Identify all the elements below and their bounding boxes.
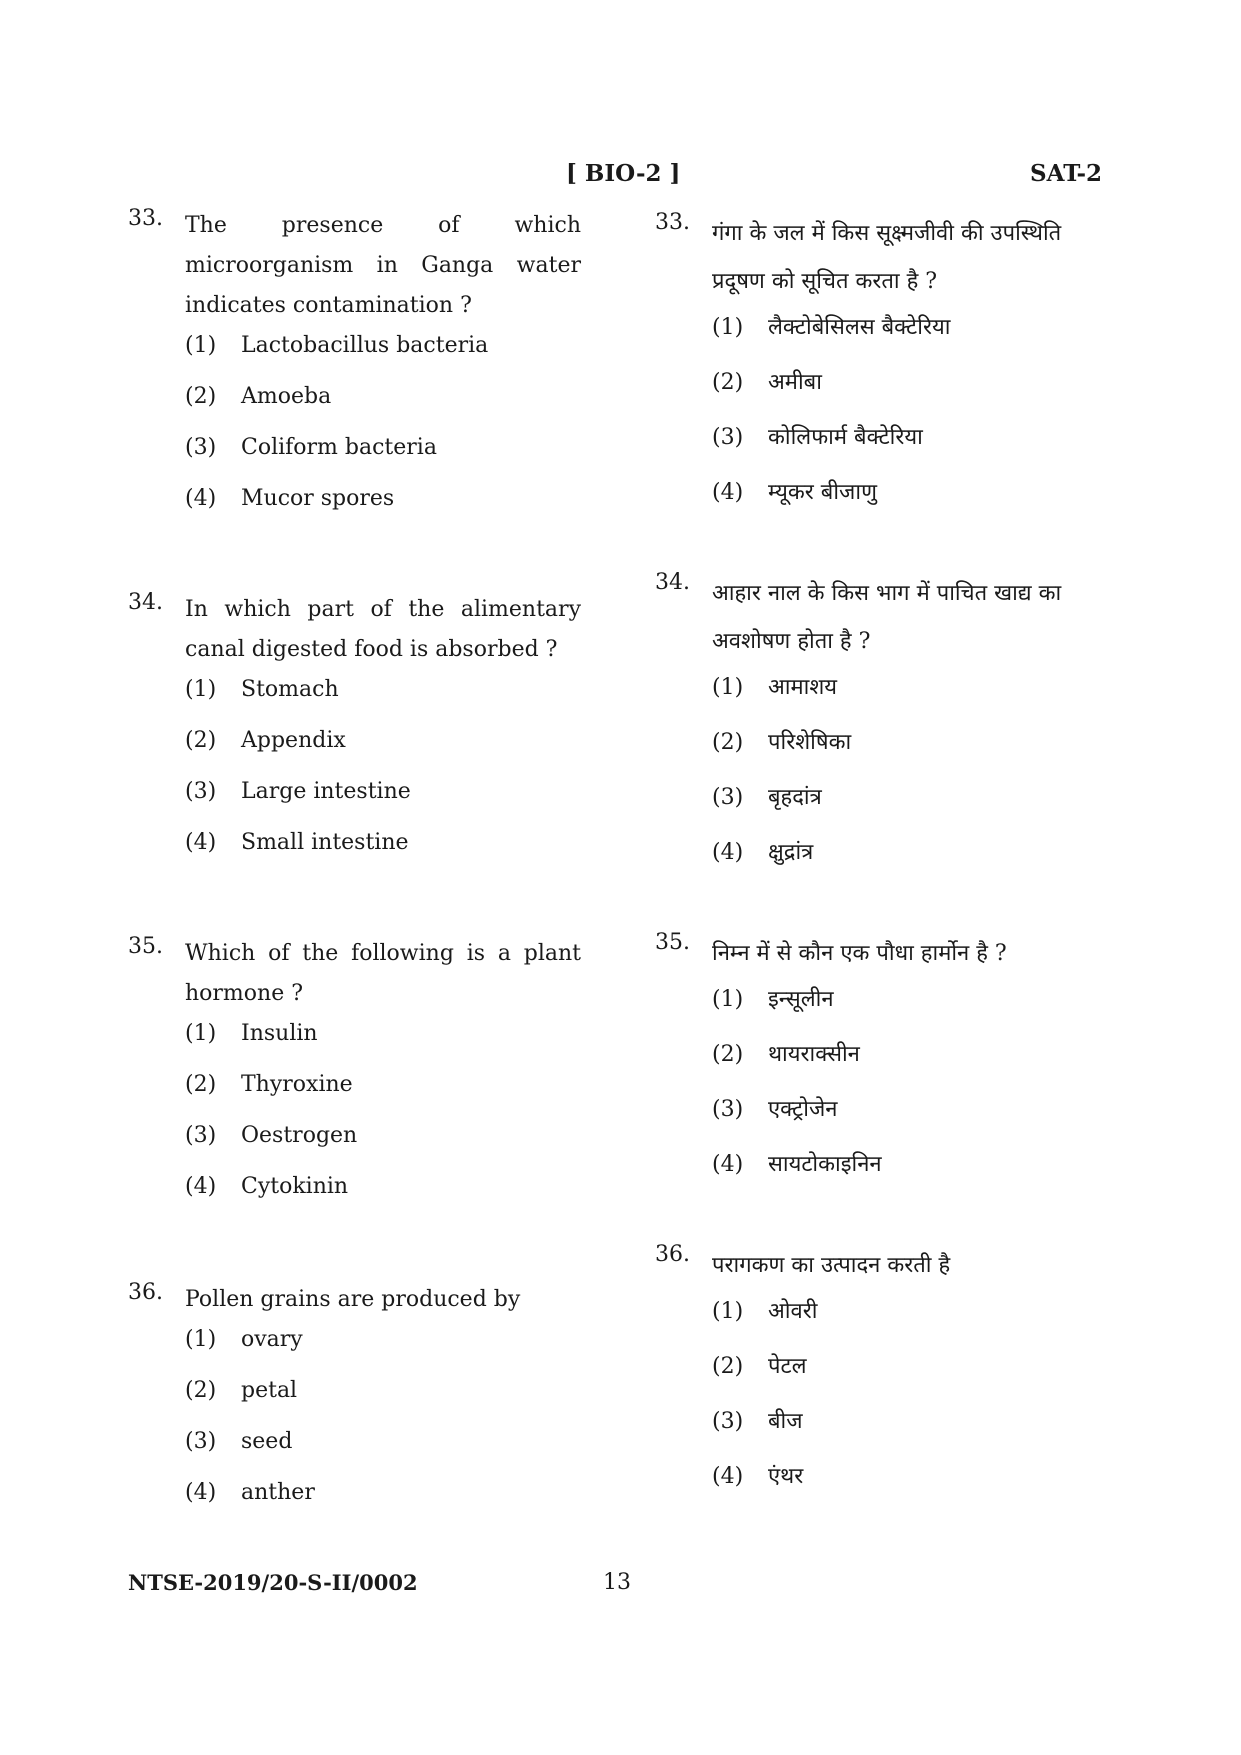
option: (2) Thyroxine <box>185 1072 353 1097</box>
question-en-34 <box>128 590 581 874</box>
question-en-33 <box>128 206 581 530</box>
question-number: 34. <box>128 590 163 615</box>
option: (2) Appendix <box>185 728 346 753</box>
question-en-35 <box>128 934 581 1218</box>
option: (1) लैक्टोबेसिलस बैक्टेरिया <box>712 315 951 340</box>
question-en-36 <box>128 1280 581 1524</box>
question-number: 34. <box>655 570 690 595</box>
option: (2) थायराक्सीन <box>712 1042 860 1067</box>
question-stem: निम्न में से कौन एक पौधा हार्मोन है ? <box>712 941 1007 966</box>
option: (1) Insulin <box>185 1021 318 1046</box>
question-number: 33. <box>128 206 163 231</box>
question-number: 33. <box>655 210 690 235</box>
option: (4) anther <box>185 1480 315 1505</box>
option: (3) Large intestine <box>185 779 411 804</box>
question-stem: The presence of which microorganism in Ganga water indicates contamination ? <box>185 213 581 318</box>
option: (1) Lactobacillus bacteria <box>185 333 489 358</box>
option: (3) बीज <box>712 1409 803 1434</box>
option: (2) Amoeba <box>185 384 332 409</box>
question-hi-34 <box>655 570 1112 886</box>
option: (3) seed <box>185 1429 293 1454</box>
option: (4) क्षुद्रांत्र <box>712 840 814 865</box>
option: (4) Mucor spores <box>185 486 395 511</box>
question-number: 35. <box>128 934 163 959</box>
question-stem: परागकण का उत्पादन करती है <box>712 1253 951 1278</box>
option: (2) पेटल <box>712 1354 807 1379</box>
option: (1) ओवरी <box>712 1299 818 1324</box>
question-stem: गंगा के जल में किस सूक्ष्मजीवी की उपस्थिति प्रदूषण को सूचित करता है ? <box>712 221 1062 294</box>
question-hi-36 <box>655 1242 1112 1510</box>
question-hi-35 <box>655 930 1112 1198</box>
question-stem: आहार नाल के किस भाग में पाचित खाद्य का अवशोषण होता है ? <box>712 581 1062 654</box>
page-number: 13 <box>603 1570 631 1595</box>
option: (4) एंथर <box>712 1464 804 1489</box>
option: (2) परिशेषिका <box>712 730 852 755</box>
option: (3) Coliform bacteria <box>185 435 437 460</box>
section-header: [ BIO-2 ] <box>566 160 681 187</box>
question-hi-33 <box>655 210 1112 526</box>
question-number: 36. <box>128 1280 163 1305</box>
question-stem: Which of the following is a plant hormone ? <box>185 941 581 1006</box>
option: (2) petal <box>185 1378 298 1403</box>
exam-code: NTSE-2019/20-S-II/0002 <box>128 1570 418 1595</box>
option: (1) आमाशय <box>712 675 838 700</box>
option: (3) कोलिफार्म बैक्टेरिया <box>712 425 923 450</box>
question-number: 35. <box>655 930 690 955</box>
option: (4) Small intestine <box>185 830 409 855</box>
question-stem: Pollen grains are produced by <box>185 1287 521 1312</box>
question-number: 36. <box>655 1242 690 1267</box>
option: (3) एक्ट्रोजेन <box>712 1097 838 1122</box>
option: (1) ovary <box>185 1327 303 1352</box>
option: (3) बृहदांत्र <box>712 785 822 810</box>
question-stem: In which part of the alimentary canal digested food is absorbed ? <box>185 597 581 662</box>
option: (2) अमीबा <box>712 370 822 395</box>
option: (4) म्यूकर बीजाणु <box>712 480 877 505</box>
option: (4) Cytokinin <box>185 1174 349 1199</box>
option: (4) सायटोकाइनिन <box>712 1152 882 1177</box>
paper-code: SAT-2 <box>1030 160 1103 187</box>
option: (1) इन्सूलीन <box>712 987 834 1012</box>
option: (3) Oestrogen <box>185 1123 358 1148</box>
option: (1) Stomach <box>185 677 339 702</box>
